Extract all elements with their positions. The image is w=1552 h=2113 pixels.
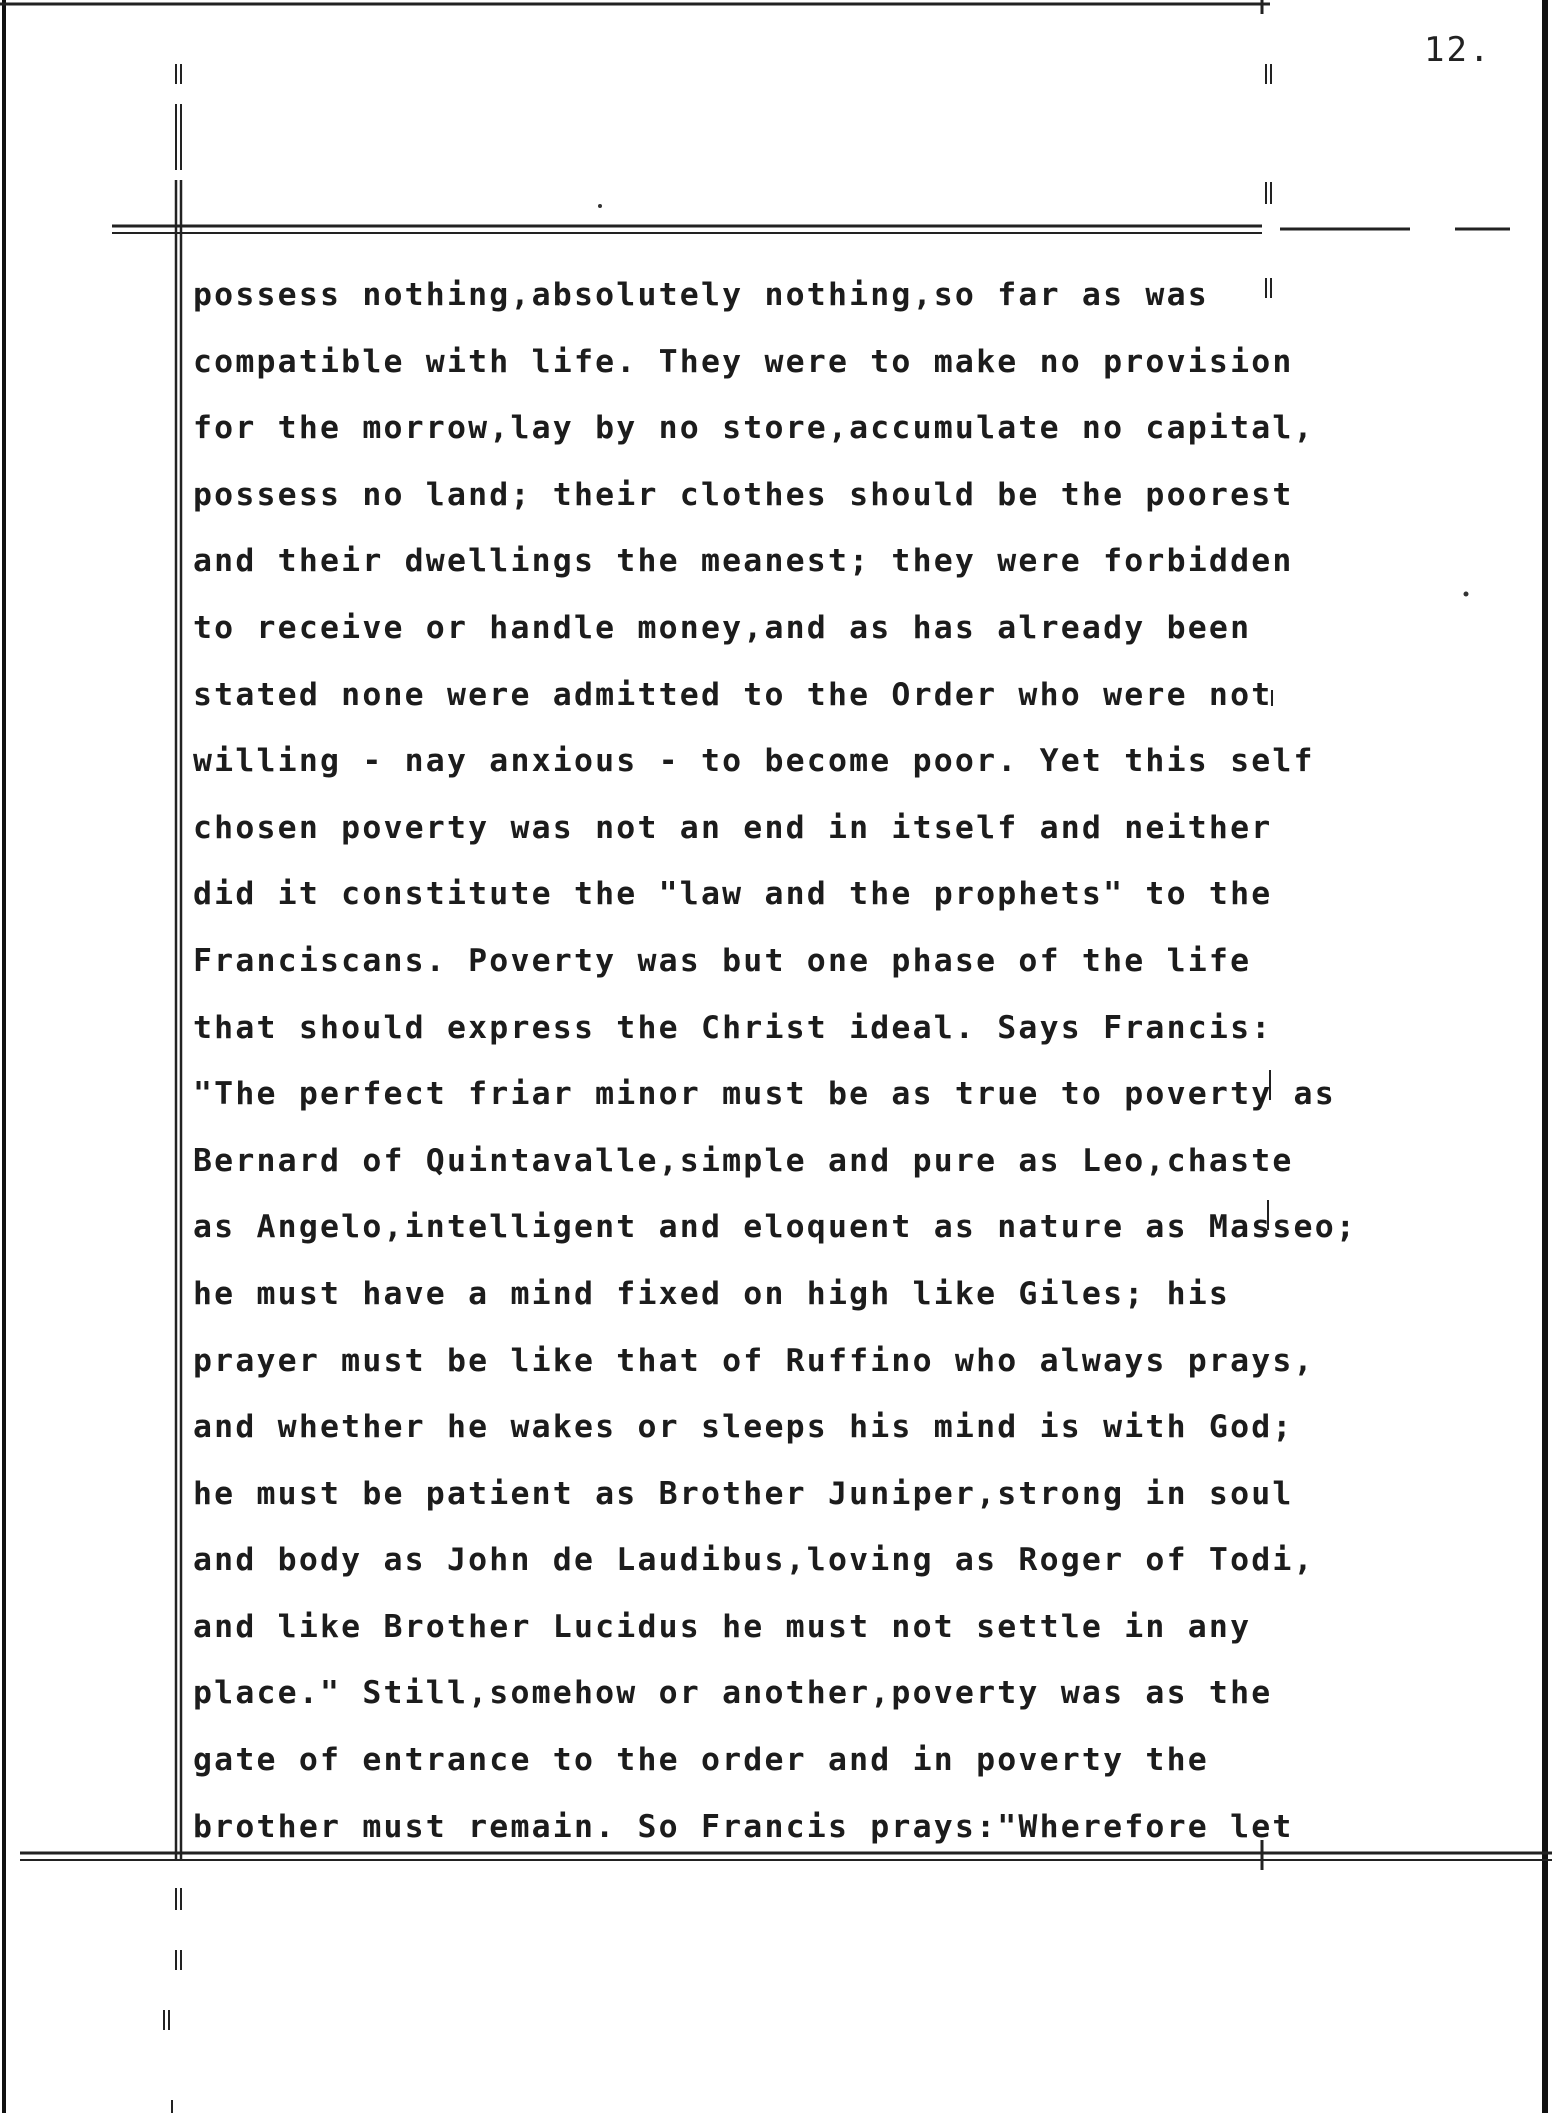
text-line: and whether he wakes or sleeps his mind is with God; [193, 1409, 1294, 1446]
text-line: he must be patient as Brother Juniper,strong in soul [193, 1475, 1294, 1512]
text-line: he must have a mind fixed on high like Giles; his [193, 1275, 1231, 1312]
text-line: as Angelo,intelligent and eloquent as nature as Masseo; [193, 1209, 1358, 1246]
text-line: gate of entrance to the order and in poverty the [193, 1742, 1209, 1779]
page-number: 12. [1424, 30, 1492, 70]
text-line: prayer must be like that of Ruffino who always prays, [193, 1342, 1315, 1379]
text-line: and their dwellings the meanest; they were forbidden [193, 543, 1294, 580]
text-line: brother must remain. So Francis prays:"Wherefore let [193, 1808, 1294, 1845]
text-line: chosen poverty was not an end in itself and neither [193, 809, 1273, 846]
text-line: and like Brother Lucidus he must not settle in any [193, 1608, 1252, 1645]
text-line: willing - nay anxious - to become poor. Yet this self [193, 743, 1315, 780]
text-line: Bernard of Quintavalle,simple and pure as Leo,chaste [193, 1142, 1294, 1179]
text-line: stated none were admitted to the Order who were not [193, 676, 1273, 713]
text-line: to receive or handle money,and as has already been [193, 609, 1252, 646]
text-line: did it constitute the "law and the prophets" to the [193, 876, 1273, 913]
text-line: and body as John de Laudibus,loving as Roger of Todi, [193, 1542, 1315, 1579]
typewritten-text-block [193, 262, 1358, 1860]
text-line: possess nothing,absolutely nothing,so far as was [193, 277, 1209, 313]
text-line: for the morrow,lay by no store,accumulate no capital, [193, 410, 1315, 447]
text-line: place." Still,somehow or another,poverty was as the [193, 1675, 1273, 1712]
text-line: "The perfect friar minor must be as true to poverty as [193, 1076, 1336, 1113]
text-line: that should express the Christ ideal. Says Francis: [193, 1009, 1273, 1046]
text-line: compatible with life. They were to make no provision [193, 343, 1294, 380]
text-line: Franciscans. Poverty was but one phase of the life [193, 942, 1252, 979]
text-line: possess no land; their clothes should be the poorest [193, 476, 1294, 513]
